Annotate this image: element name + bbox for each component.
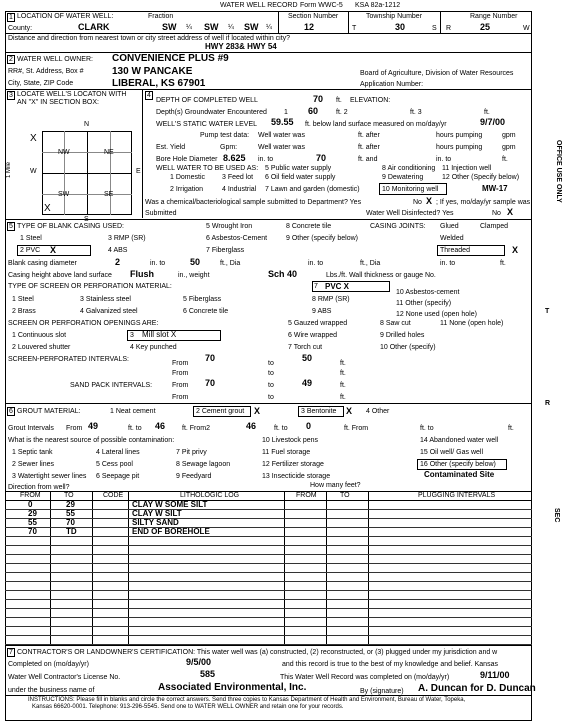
screen-10[interactable]: 10 Asbestos-cement — [396, 289, 460, 296]
signature-label: By (signature) — [360, 688, 404, 695]
casing-6[interactable]: 6 Asbestos-Cement — [206, 235, 268, 242]
divider — [5, 695, 532, 696]
log-row-from[interactable]: 70 — [28, 527, 37, 536]
use-6[interactable]: 6 Oil field water supply — [265, 174, 336, 181]
screen-1[interactable]: 1 Steel — [12, 296, 34, 303]
spi-from-value[interactable]: 70 — [205, 353, 216, 363]
log-column-line — [284, 491, 285, 645]
bore-ft-and: ft. and — [358, 156, 378, 163]
log-row-line — [5, 635, 532, 636]
grid-e: E — [136, 168, 141, 175]
disinfected-no: No — [492, 210, 501, 217]
use-7[interactable]: 7 Lawn and garden (domestic) — [265, 186, 360, 193]
grid-mile-label: 1 Mile — [6, 161, 12, 178]
casing-7[interactable]: 7 Fiberglass — [206, 247, 245, 254]
grout-4[interactable]: 4 Other — [366, 408, 390, 415]
use-12[interactable]: 12 Other (Specify below) — [442, 174, 520, 181]
contam-12[interactable]: 12 Fertilizer storage — [262, 461, 324, 468]
certification-text: CONTRACTOR'S OR LANDOWNER'S CERTIFICATION: This water well was (a) constructed, (2) reconstructed, or (3) plugged under my jurisdiction and w — [17, 649, 498, 656]
log-header-to-2: TO — [340, 492, 350, 499]
range-value[interactable]: 25 — [480, 22, 491, 32]
log-row-from[interactable]: 29 — [28, 509, 37, 518]
ksa-reference: KSA 82a-1212 — [355, 2, 401, 9]
log-column-line — [128, 491, 129, 645]
casing-dia-value[interactable]: 2 — [115, 257, 121, 267]
divider — [5, 403, 532, 404]
log-header-from-2: FROM — [296, 492, 317, 499]
casing-1[interactable]: 1 Steel — [20, 235, 42, 242]
casing-4[interactable]: 4 ABS — [108, 247, 128, 254]
screen-12[interactable]: 12 None used (open hole) — [396, 311, 477, 318]
grid-line — [110, 131, 111, 215]
instructions-2: Kansas 66620-0001. Telephone: 913-296-5545. Send one to WATER WELL OWNER and retain one for your records. — [32, 704, 344, 710]
locate-mark: X — [30, 133, 37, 144]
joint-threaded: Threaded — [440, 247, 470, 254]
grout-ft-from3: ft. From — [344, 425, 369, 432]
well-water-was-2: Well water was — [258, 144, 305, 151]
divider — [5, 219, 532, 220]
grout-to-value[interactable]: 46 — [155, 421, 166, 431]
screen-5[interactable]: 5 Fiberglass — [183, 296, 222, 303]
completed-value[interactable]: 9/5/00 — [186, 657, 212, 667]
log-header-plug: PLUGGING INTERVALS — [418, 492, 496, 499]
log-row-line — [5, 563, 532, 564]
county-label: County: — [8, 25, 33, 32]
grout-2-mark: X — [254, 406, 261, 416]
bore-label: Bore Hole Diameter — [156, 156, 218, 163]
grid-n: N — [84, 121, 90, 128]
range-prefix: R — [446, 25, 452, 32]
grout-from2-value[interactable]: 46 — [246, 421, 257, 431]
grid-sw: SW — [58, 191, 70, 198]
chem-no-mark[interactable]: X — [426, 196, 433, 206]
city-label: City, State, ZIP Code — [8, 80, 74, 87]
contam-2[interactable]: 2 Sewer lines — [12, 461, 55, 468]
grout-ft-to2: ft. to — [274, 425, 288, 432]
casing-dia-label: Blank casing diameter — [8, 260, 77, 267]
casing-ft-dia: ft., Dia — [220, 260, 241, 267]
log-row-line — [5, 599, 532, 600]
contam-16: 16 Other (specify below) — [420, 461, 496, 468]
log-row-line — [5, 509, 532, 510]
opening-3-value: Mill slot X — [142, 330, 177, 339]
in-weight-label: in., weight — [178, 272, 210, 279]
spi-ft-2: ft. — [340, 370, 346, 377]
static-desc: ft. below land surface measured on mo/day/yr — [305, 121, 447, 128]
township-value[interactable]: 30 — [395, 22, 406, 32]
opening-9[interactable]: 9 Drilled holes — [380, 332, 425, 339]
grout-interval-label: Grout Intervals — [8, 425, 54, 432]
well-water-was: Well water was — [258, 132, 305, 139]
screen-3[interactable]: 3 Stainless steel — [80, 296, 131, 303]
spi-from-label: From — [172, 360, 189, 367]
opening-1[interactable]: 1 Continuous slot — [12, 332, 67, 339]
record-true-text: and this record is true to the best of my knowledge and belief. Kansas — [282, 661, 498, 668]
contam-7[interactable]: 7 Pit privy — [176, 449, 207, 456]
contam-10[interactable]: 10 Livestock pens — [262, 437, 319, 444]
use-11[interactable]: 11 Injection well — [442, 165, 492, 172]
contam-1[interactable]: 1 Septic tank — [12, 449, 53, 456]
gw-end: ft. — [484, 109, 490, 116]
submitted-label: Submitted — [145, 210, 177, 217]
office-r-label: R — [545, 400, 551, 407]
quarter-2: ¼ — [228, 24, 234, 31]
sp-ft-to-2: to — [268, 394, 274, 401]
contam-13[interactable]: 13 Insecticide storage — [262, 473, 331, 480]
distance-label: Distance and direction from nearest town or city street address of well if located within city? — [8, 35, 291, 42]
use-10: 10 Monitoring well — [382, 186, 439, 193]
casing-label: TYPE OF BLANK CASING USED: — [17, 223, 124, 230]
groundwater-label: Depth(s) Groundwater Encountered — [156, 109, 267, 116]
grout-3: 3 Bentonite — [301, 408, 337, 415]
section-6-number: 6 — [7, 407, 15, 416]
disinfected-no-mark[interactable]: X — [507, 207, 514, 217]
ft-label: ft. — [336, 97, 342, 104]
direction-label: Direction from well? — [8, 484, 70, 491]
address-label: RR#, St. Address, Box # — [8, 68, 84, 75]
log-row-to[interactable]: 70 — [66, 518, 75, 527]
yield-label: Est. Yield — [156, 144, 186, 151]
log-column-line — [368, 491, 369, 645]
height-value[interactable]: Flush — [130, 269, 154, 279]
sp-ft: ft. — [340, 382, 346, 389]
lbs-label: Lbs./ft. Wall thickness or gauge No. — [326, 272, 436, 279]
spi-ft-to: to — [268, 360, 274, 367]
log-row-line — [5, 581, 532, 582]
screen-2[interactable]: 2 Brass — [12, 308, 36, 315]
use-label: WELL WATER TO BE USED AS: — [156, 165, 259, 172]
grid-line — [42, 194, 132, 195]
chem-tail: ; If yes, mo/day/yr sample was — [436, 199, 531, 206]
log-row-desc[interactable]: CLAY W SOME SILT — [132, 500, 208, 509]
log-row-from[interactable]: 55 — [28, 518, 37, 527]
log-header-litho: LITHOLOGIC LOG — [180, 492, 240, 499]
hours-pumping-2: hours pumping — [436, 144, 483, 151]
range-suffix: W — [523, 25, 530, 32]
fraction-label: Fraction — [148, 13, 174, 20]
depth-value[interactable]: 70 — [313, 94, 324, 104]
gpm-label: gpm — [502, 132, 516, 139]
grout-1[interactable]: 1 Neat cement — [110, 408, 156, 415]
disinfected-label: Water Well Disinfected? Yes — [366, 210, 454, 217]
contam-6[interactable]: 6 Seepage pit — [96, 473, 140, 480]
casing-9[interactable]: 9 Other (specify below) — [286, 235, 358, 242]
bore-to-value[interactable]: 70 — [316, 153, 327, 163]
township-label: Township Number — [366, 13, 423, 20]
business-value[interactable]: Associated Environmental, Inc. — [158, 682, 307, 693]
address-value[interactable]: 130 W PANCAKE — [112, 66, 193, 77]
chem-no: No — [413, 199, 422, 206]
fraction-2[interactable]: SW — [204, 22, 219, 32]
license-label: Water Well Contractor's License No. — [8, 674, 121, 681]
screen-8[interactable]: 8 RMP (SR) — [312, 296, 350, 303]
section-2-number: 2 — [7, 55, 15, 64]
bore-value[interactable]: 8.625 — [223, 153, 246, 163]
casing-in-to: in. to — [150, 260, 166, 267]
log-row-line — [5, 554, 532, 555]
casing-2: 2 PVC — [20, 247, 41, 254]
casing-3[interactable]: 3 RMP (SR) — [108, 235, 146, 242]
casing-ft-3: ft. — [500, 260, 506, 267]
casing-8[interactable]: 8 Concrete tile — [286, 223, 332, 230]
section-1-number: 1 — [7, 13, 15, 22]
screen-7-value: PVC X — [325, 282, 350, 291]
sp-from-label: From — [172, 382, 189, 389]
contam-11[interactable]: 11 Fuel storage — [262, 449, 311, 456]
log-header-to: TO — [64, 492, 74, 499]
record-completed-value[interactable]: 9/11/00 — [480, 670, 510, 680]
contam-14[interactable]: 14 Abandoned water well — [420, 437, 499, 444]
sand-pack-label: SAND PACK INTERVALS: — [70, 382, 153, 389]
opening-10[interactable]: 10 Other (specify) — [380, 344, 436, 351]
grid-w: W — [30, 168, 37, 175]
divider — [5, 89, 532, 90]
grout-from-value[interactable]: 49 — [88, 421, 99, 431]
log-row-line — [5, 626, 532, 627]
bore-ft-2: ft. — [502, 156, 508, 163]
county-value[interactable]: CLARK — [78, 22, 110, 32]
use-2[interactable]: 2 Irrigation — [170, 186, 204, 193]
section-7-number: 7 — [7, 648, 15, 657]
gpm-label-3: gpm — [502, 144, 516, 151]
owner-value[interactable]: CONVENIENCE PLUS #9 — [112, 53, 229, 64]
log-row-line — [5, 518, 532, 519]
business-label: under the business name of — [8, 687, 95, 694]
contam-15[interactable]: 15 Oil well/ Gas well — [420, 449, 484, 456]
range-label: Range Number — [470, 13, 518, 20]
groundwater-1-value[interactable]: 60 — [308, 106, 319, 116]
use-3[interactable]: 3 Feed lot — [222, 174, 254, 181]
location-label: LOCATION OF WATER WELL: — [17, 13, 114, 20]
office-t-label: T — [545, 308, 550, 315]
office-sec-label: SEC — [553, 508, 560, 523]
gw-2-label: ft. 2 — [336, 109, 348, 116]
grid-line — [42, 173, 132, 174]
log-column-line — [50, 491, 51, 645]
spi-ft: ft. — [340, 360, 346, 367]
grout-2: 2 Cement grout — [196, 408, 245, 415]
opening-11[interactable]: 11 None (open hole) — [440, 320, 504, 327]
township-prefix: T — [352, 25, 357, 32]
log-row-line — [5, 536, 532, 537]
grout-ft-to3: ft. to — [420, 425, 434, 432]
log-row-line — [5, 617, 532, 618]
township-suffix: S — [432, 25, 437, 32]
elevation-label: ELEVATION: — [350, 97, 391, 104]
log-row-from[interactable]: 0 — [28, 500, 33, 509]
log-row-to[interactable]: TD — [66, 527, 77, 536]
spi-to-value[interactable]: 50 — [302, 353, 313, 363]
divider — [5, 52, 532, 53]
casing-5[interactable]: 5 Wrought Iron — [206, 223, 253, 230]
log-row-desc[interactable]: SILTY SAND — [132, 518, 179, 527]
static-date[interactable]: 9/7/00 — [480, 117, 506, 127]
sp-ft-2: ft. — [340, 394, 346, 401]
log-row-line — [5, 572, 532, 573]
opening-5[interactable]: 5 Gauzed wrapped — [288, 320, 348, 327]
section-number-value[interactable]: 12 — [304, 22, 315, 32]
contamination-label: What is the nearest source of possible contamination: — [8, 437, 175, 444]
divider — [278, 11, 279, 33]
sp-from-label-2: From — [172, 394, 189, 401]
opening-3: 3 — [130, 332, 134, 339]
screen-4[interactable]: 4 Galvanized steel — [80, 308, 138, 315]
use-9[interactable]: 9 Dewatering — [382, 174, 424, 181]
contam-5[interactable]: 5 Cess pool — [96, 461, 133, 468]
grid-x-mark: X — [44, 203, 51, 214]
screen-6[interactable]: 6 Concrete tile — [183, 308, 229, 315]
grid-nw: NW — [58, 149, 70, 156]
screen-7: 7 — [314, 283, 318, 290]
spi-label: SCREEN-PERFORATED INTERVALS: — [8, 356, 129, 363]
log-column-line — [92, 491, 93, 645]
spi-from-label-2: From — [172, 370, 189, 377]
log-row-line — [5, 527, 532, 528]
divider — [5, 645, 532, 646]
opening-7[interactable]: 7 Torch cut — [288, 344, 323, 351]
log-row-line — [5, 545, 532, 546]
log-row-to[interactable]: 55 — [66, 509, 75, 518]
log-column-line — [326, 491, 327, 645]
spi-ft-to-2: to — [268, 370, 274, 377]
quarter-3: ¼ — [266, 24, 272, 31]
bore-in-to-2: in. to — [436, 156, 452, 163]
openings-label: SCREEN OR PERFORATION OPENINGS ARE: — [8, 320, 159, 327]
grout-ft-from2: ft. From2 — [182, 425, 211, 432]
log-header-from: FROM — [20, 492, 41, 499]
record-completed-label: This Water Well Record was completed on (mo/day/yr) — [280, 674, 450, 681]
casing-ft-dia-2: ft., Dia — [360, 260, 381, 267]
gpm-label-2: Gpm: — [220, 144, 238, 151]
application-number-label: Application Number: — [360, 81, 424, 88]
screen-9[interactable]: 9 ABS — [312, 308, 332, 315]
ft-after: ft. after — [358, 132, 380, 139]
office-use-label: OFFICE USE ONLY — [555, 140, 562, 203]
opening-2[interactable]: 2 Louvered shutter — [12, 344, 71, 351]
grout-ft-end: ft. — [508, 425, 514, 432]
distance-value[interactable]: HWY 283& HWY 54 — [205, 42, 277, 51]
divider — [5, 33, 532, 34]
divider — [5, 500, 532, 501]
contam-8[interactable]: 8 Sewage lagoon — [176, 461, 231, 468]
log-row-to[interactable]: 29 — [66, 500, 75, 509]
grid-se: SE — [104, 191, 114, 198]
log-header-code: CODE — [103, 492, 124, 499]
depth-label: DEPTH OF COMPLETED WELL — [156, 97, 258, 104]
casing-2-mark: X — [50, 245, 57, 255]
use-5[interactable]: 5 Public water supply — [265, 165, 332, 172]
grid-line — [64, 131, 65, 215]
casing-in-to-3: in. to — [440, 260, 456, 267]
log-row-line — [5, 608, 532, 609]
log-row-desc[interactable]: END OF BOREHOLE — [132, 527, 210, 536]
fraction-3[interactable]: SW — [244, 22, 259, 32]
opening-4[interactable]: 4 Key punched — [130, 344, 177, 351]
opening-8[interactable]: 8 Saw cut — [380, 320, 411, 327]
grid-line — [42, 152, 132, 153]
joint-glued[interactable]: Glued — [440, 223, 459, 230]
sp-from-value[interactable]: 70 — [205, 378, 216, 388]
fraction-1[interactable]: SW — [162, 22, 177, 32]
instructions-1: INSTRUCTIONS: Please fill in blanks and circle the correct answers. Send three copies to Kansas Department of Health and Environment, Bureau of Water, Topeka, — [28, 697, 466, 703]
form-title: WATER WELL RECORD — [220, 2, 298, 9]
contam-other-value[interactable]: Contaminated Site — [424, 470, 495, 479]
grout-ft-to: ft. to — [128, 425, 142, 432]
gw-3-label: ft. 3 — [410, 109, 422, 116]
joint-threaded-mark: X — [512, 245, 519, 255]
locate-label-1: LOCATE WELL'S LOCATON WITH — [17, 91, 127, 98]
joints-label: CASING JOINTS: — [370, 223, 426, 230]
board-label: Board of Agriculture, Division of Water Resources — [360, 70, 514, 77]
contam-3[interactable]: 3 Watertight sewer lines — [12, 473, 87, 480]
locate-label-2: AN "X" IN SECTION BOX: — [17, 99, 99, 106]
grout-label: GROUT MATERIAL: — [17, 408, 81, 415]
ft-after-2: ft. after — [358, 144, 380, 151]
use-1[interactable]: 1 Domestic — [170, 174, 206, 181]
chem-label: Was a chemical/bacteriological sample submitted to Department? Yes — [145, 199, 362, 206]
divider — [440, 11, 441, 33]
log-row-desc[interactable]: CLAY W SILT — [132, 509, 182, 518]
use-8[interactable]: 8 Air conditioning — [382, 165, 436, 172]
casing-dia-to[interactable]: 50 — [190, 257, 201, 267]
screen-7-box[interactable] — [312, 281, 390, 292]
casing-in-to-2: in. to — [308, 260, 324, 267]
section-number-label: Section Number — [288, 13, 339, 20]
opening-6[interactable]: 6 Wire wrapped — [288, 332, 338, 339]
static-value[interactable]: 59.55 — [271, 117, 294, 127]
grid-ne: NE — [104, 149, 114, 156]
completed-label: Completed on (mo/day/yr) — [8, 661, 89, 668]
form-number: Form WWC-5 — [300, 2, 343, 9]
hours-pumping: hours pumping — [436, 132, 483, 139]
joint-welded[interactable]: Welded — [440, 235, 464, 242]
divider — [348, 11, 349, 33]
how-many-feet-label: How many feet? — [310, 482, 361, 489]
monitor-well-id[interactable]: MW-17 — [482, 184, 508, 193]
joint-clamped[interactable]: Clamped — [480, 223, 509, 230]
bore-in-to: in. to — [258, 156, 274, 163]
section-4-number: 4 — [145, 91, 153, 100]
screen-material-label: TYPE OF SCREEN OR PERFORATION MATERIAL: — [8, 283, 172, 290]
city-value[interactable]: LIBERAL, KS 67901 — [112, 78, 206, 89]
section-5-number: 5 — [7, 222, 15, 231]
gw-1-label: 1 — [284, 109, 288, 116]
log-row-line — [5, 590, 532, 591]
contam-9[interactable]: 9 Feedyard — [176, 473, 212, 480]
quarter-1: ¼ — [186, 24, 192, 31]
static-label: WELL'S STATIC WATER LEVEL — [156, 121, 258, 128]
divider — [142, 89, 143, 218]
use-4[interactable]: 4 Industrial — [222, 186, 257, 193]
height-label: Casing height above land surface — [8, 272, 112, 279]
grout-to2-value[interactable]: 0 — [306, 421, 312, 431]
section-3-number: 3 — [7, 91, 15, 100]
sp-ft-to: to — [268, 382, 274, 389]
signature-value[interactable]: A. Duncan for D. Duncan — [418, 683, 536, 694]
weight-value[interactable]: Sch 40 — [268, 269, 298, 279]
grout-3-mark: X — [346, 406, 353, 416]
grout-from-label: From — [66, 425, 83, 432]
screen-11[interactable]: 11 Other (specify) — [396, 300, 452, 307]
contam-4[interactable]: 4 Lateral lines — [96, 449, 140, 456]
sp-to-value[interactable]: 49 — [302, 378, 313, 388]
pump-label: Pump test data: — [200, 132, 250, 139]
license-value[interactable]: 585 — [200, 669, 216, 679]
owner-label: WATER WELL OWNER: — [17, 56, 93, 63]
